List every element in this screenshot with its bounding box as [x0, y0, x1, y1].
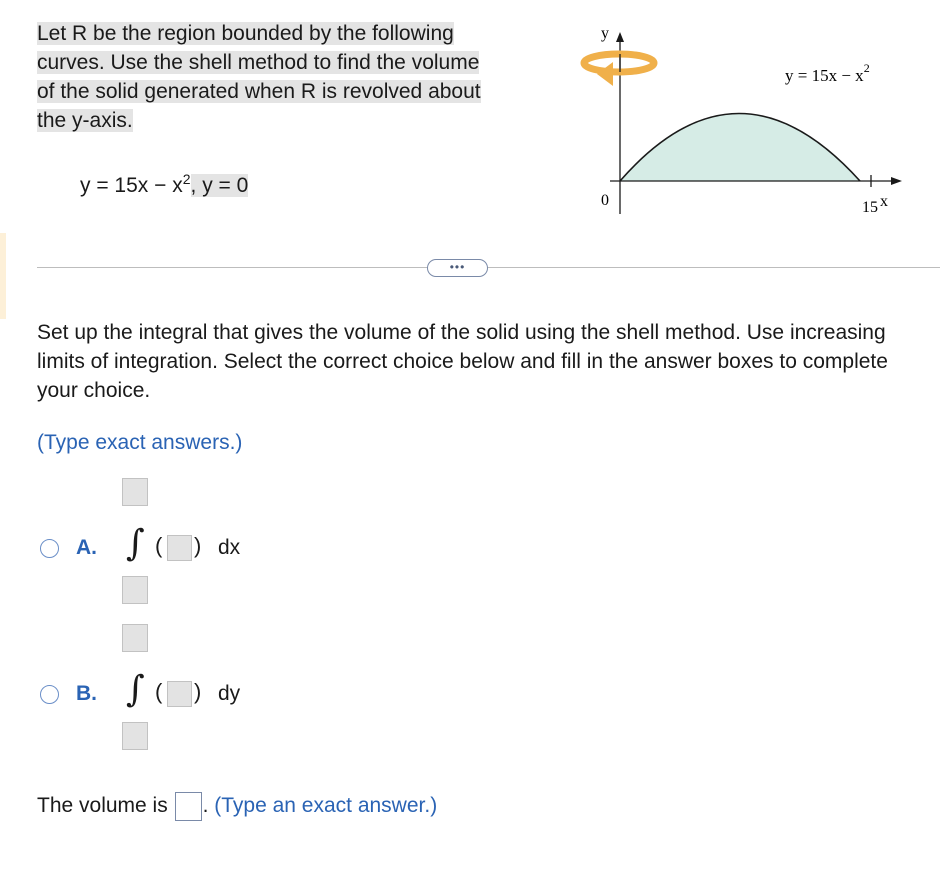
problem-line-2: curves. Use the shell method to find the volume [37, 51, 480, 74]
choice-a-letter[interactable]: A. [76, 536, 97, 559]
choice-a-upper-limit-box[interactable] [122, 478, 148, 506]
choice-a-close-paren: ) [194, 533, 202, 558]
equation-tail: , y = 0 [190, 174, 249, 197]
choice-a-differential: dx [218, 536, 241, 559]
instructions-text: Set up the integral that gives the volume of the solid using the shell method. Use increasing limits of integration. Select the correct choice below and fill in the answer boxes to complete your choice. [37, 321, 888, 402]
choice-a-radio[interactable] [40, 539, 59, 558]
choice-b-letter[interactable]: B. [76, 682, 97, 705]
rotation-arrow-icon [584, 54, 654, 86]
show-more-button[interactable]: ••• [427, 259, 488, 277]
choice-a-open-paren: ( [155, 533, 163, 558]
y-axis-label: y [601, 25, 609, 42]
problem-line-4: the y-axis. [37, 109, 133, 132]
choice-b-open-paren: ( [155, 679, 163, 704]
region-equations [80, 171, 248, 198]
choice-b-differential: dy [218, 682, 241, 705]
volume-hint: (Type an exact answer.) [214, 794, 438, 818]
problem-statement [37, 19, 557, 135]
choice-b-upper-limit-box[interactable] [122, 624, 148, 652]
problem-line-3: of the solid generated when R is revolved about [37, 80, 481, 103]
choice-a-lower-limit-box[interactable] [122, 576, 148, 604]
choice-b-radio[interactable] [40, 685, 59, 704]
region-graph [565, 18, 905, 223]
x-axis-label: x [880, 193, 888, 210]
side-indicator [0, 233, 6, 319]
equation-exponent: 2 [182, 171, 191, 187]
choice-a-integrand-box[interactable] [167, 535, 192, 561]
x-axis-arrow [891, 177, 902, 185]
section-divider [37, 267, 940, 268]
origin-label: 0 [601, 192, 609, 209]
volume-prefix: The volume is [37, 794, 168, 818]
choice-b-integrand-box[interactable] [167, 681, 192, 707]
choice-b-integral-sign: ∫ [126, 669, 145, 710]
equation-main: y = 15x − x [80, 174, 183, 197]
volume-answer-box[interactable] [175, 792, 202, 821]
volume-answer-line [37, 792, 437, 821]
choice-b-lower-limit-box[interactable] [122, 722, 148, 750]
choice-a-integral-sign: ∫ [126, 523, 145, 564]
problem-line-1: Let R be the region bounded by the following [37, 22, 454, 45]
x-tick-label: 15 [862, 199, 878, 216]
volume-suffix: . [202, 794, 209, 818]
curve-label: $y = 15x - x^2$ [785, 61, 870, 85]
choice-b-close-paren: ) [194, 679, 202, 704]
type-exact-hint: (Type exact answers.) [37, 431, 243, 454]
y-axis-arrow [616, 32, 624, 42]
